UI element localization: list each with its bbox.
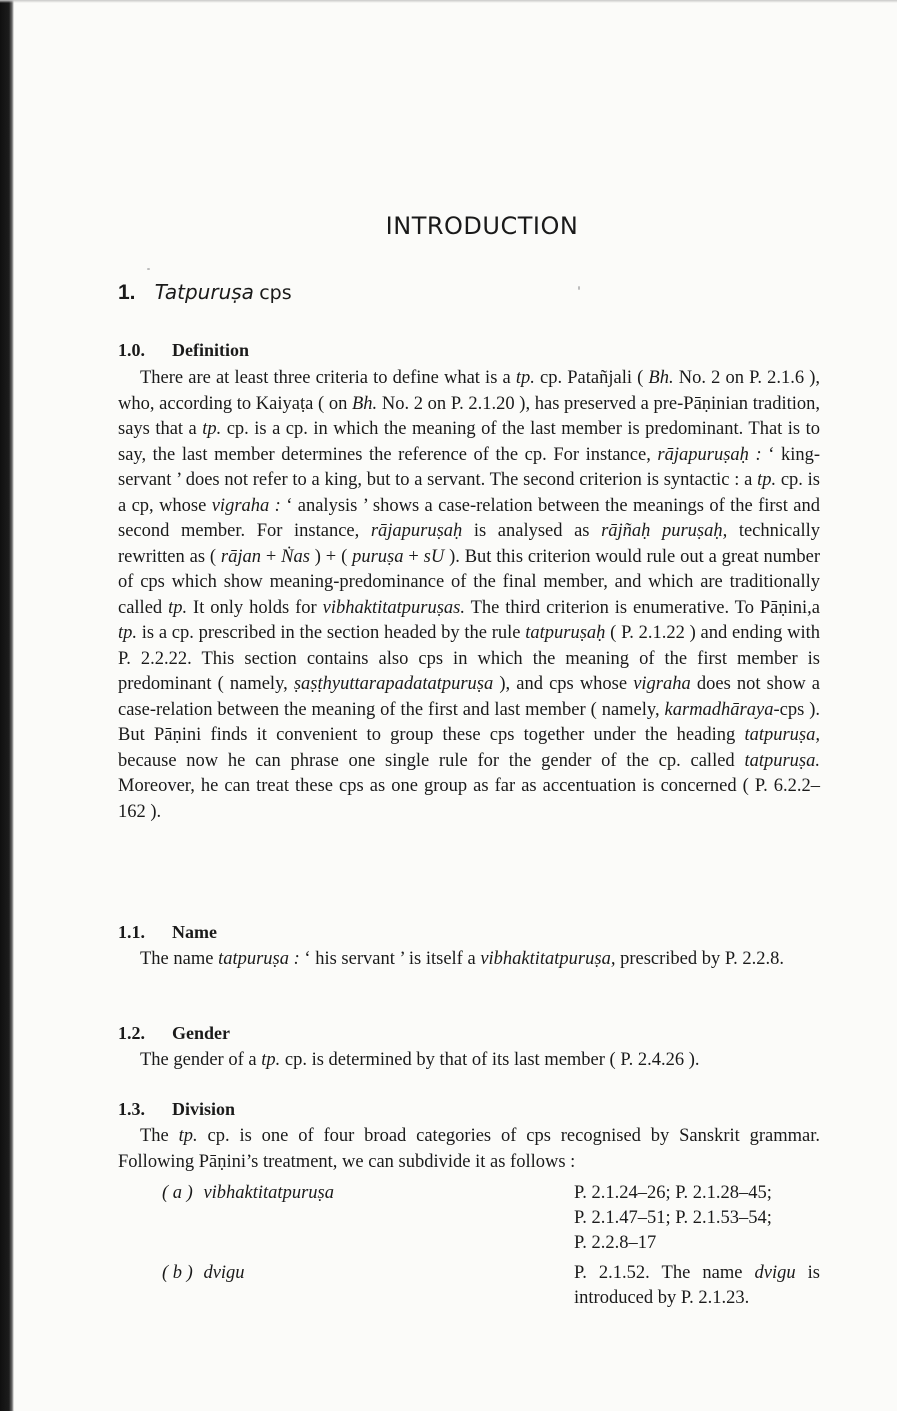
text-run: No. 2 on P. 2.1.6 ), who, according to Kaiyaṭa ( on bbox=[118, 368, 820, 414]
italic-term: ṣaṣṭhyuttarapadatatpuruṣa bbox=[293, 674, 494, 694]
division-ref-line: P. 2.2.8–17 bbox=[574, 1233, 657, 1253]
text-run: ) + ( bbox=[309, 546, 353, 567]
italic-term: tatpuruṣaḥ bbox=[525, 623, 606, 643]
print-speck bbox=[147, 268, 150, 270]
section-title: Name bbox=[172, 922, 217, 942]
division-name: dvigu bbox=[203, 1263, 245, 1283]
italic-term: tp. bbox=[118, 623, 138, 643]
chapter-heading bbox=[118, 280, 292, 305]
text-run: cp. Patañjali ( bbox=[534, 368, 649, 388]
text-run: prescribed by P. 2.2.8. bbox=[615, 949, 785, 969]
text-run: -cps ). But Pāṇini finds it convenient to group these cps together under the heading bbox=[118, 699, 821, 745]
section-heading-name bbox=[118, 922, 217, 943]
section-heading-division bbox=[118, 1099, 235, 1120]
paragraph-definition bbox=[118, 366, 820, 825]
text-run: is analysed as bbox=[462, 521, 602, 541]
text-run: cp. is a cp. in which the meaning of the last member is predominant. That is to say, the last member determines the reference of the cp. For instance, bbox=[118, 419, 820, 465]
text-run: ( P. 2.1.22 ) and ending with P. 2.2.22. This section contains also cps in which the meaning of the first member is predominant ( namely, bbox=[118, 623, 820, 694]
section-number: 1.0. bbox=[118, 340, 145, 360]
italic-term: puruṣa bbox=[352, 546, 404, 567]
print-speck bbox=[578, 286, 580, 290]
text-run: because now he can phrase one single rule for the gender of the cp. called bbox=[118, 750, 745, 771]
italic-term: vigraha : bbox=[211, 495, 281, 516]
division-ref-line: P. 2.1.24–26; P. 2.1.28–45; bbox=[574, 1183, 772, 1203]
italic-term: sU bbox=[423, 546, 445, 567]
italic-term: Bh. bbox=[648, 368, 674, 388]
text-run: No. 2 on P. 2.1.20 ), has preserved a pre-Pāṇinian tradition, says that a bbox=[118, 393, 820, 439]
italic-term: vibhaktitatpuruṣas. bbox=[322, 597, 465, 618]
italic-term: karmadhāraya bbox=[664, 699, 774, 720]
paragraph-name bbox=[118, 947, 820, 973]
italic-term: vigraha bbox=[633, 674, 691, 694]
division-letter: ( a ) bbox=[162, 1183, 193, 1203]
italic-term: Bh. bbox=[352, 393, 378, 414]
italic-term: tp. bbox=[757, 470, 777, 490]
italic-term: tp. bbox=[261, 1050, 281, 1070]
section-heading-definition bbox=[118, 340, 249, 361]
italic-term: Ṅas bbox=[281, 546, 310, 567]
italic-term: rājan bbox=[220, 546, 261, 567]
text-run: ‘ king-servant ’ does not refer to a king, but to a servant. The second criterion is syntactic : a bbox=[118, 444, 820, 490]
italic-term: rājñaḥ puruṣaḥ, bbox=[601, 521, 728, 541]
italic-term: tp. bbox=[202, 419, 222, 439]
page-top-edge bbox=[0, 0, 897, 3]
text-run: The gender of a bbox=[140, 1050, 262, 1070]
paragraph-gender bbox=[118, 1048, 820, 1074]
section-title: Division bbox=[172, 1099, 236, 1119]
text-run: + bbox=[261, 546, 282, 567]
italic-term: tatpuruṣa : bbox=[218, 949, 300, 969]
section-heading-gender bbox=[118, 1023, 230, 1044]
italic-term: dvigu bbox=[754, 1263, 796, 1283]
italic-term: vibhaktitatpuruṣa, bbox=[480, 949, 616, 969]
italic-term: tp. bbox=[515, 368, 535, 388]
text-run: does not show a case-relation between the meaning of the first and last member ( namely, bbox=[118, 674, 820, 720]
division-item-b-refs bbox=[574, 1261, 820, 1311]
text-run: ‘ analysis ’ shows a case-relation between the meanings of the first and second member. For instance, bbox=[118, 495, 820, 541]
italic-term: tp. bbox=[178, 1126, 198, 1146]
division-item-a-refs bbox=[574, 1181, 820, 1256]
text-run: P. 2.1.52. The name bbox=[574, 1263, 755, 1283]
page-title: INTRODUCTION bbox=[385, 212, 579, 240]
text-run: The bbox=[140, 1126, 179, 1146]
text-run: The third criterion is enumerative. To Pāṇini,a bbox=[465, 597, 820, 618]
text-run: ‘ his servant ’ is itself a bbox=[299, 949, 481, 969]
text-run: It only holds for bbox=[187, 597, 323, 618]
division-item-b-label bbox=[162, 1261, 245, 1286]
section-number: 1.2. bbox=[118, 1023, 145, 1043]
section-title: Gender bbox=[172, 1023, 230, 1043]
section-title: Definition bbox=[172, 340, 250, 360]
text-run: ), and cps whose bbox=[493, 674, 634, 694]
section-number: 1.3. bbox=[118, 1099, 145, 1119]
paragraph-division bbox=[118, 1124, 820, 1175]
division-name: vibhaktitatpuruṣa bbox=[203, 1183, 334, 1203]
text-run: cp. is one of four broad categories of cps recognised by Sanskrit grammar. Following Pāṇini’s treatment, we can subdivide it as follows : bbox=[118, 1126, 820, 1172]
italic-term: rājapuruṣaḥ : bbox=[657, 444, 762, 465]
italic-term: tatpuruṣa, bbox=[744, 725, 820, 745]
italic-term: tatpuruṣa. bbox=[744, 750, 820, 771]
chapter-name: Tatpuruṣa bbox=[154, 280, 254, 304]
page-binding-edge bbox=[0, 0, 14, 1411]
text-run: Moreover, he can treat these cps as one group as far as accentuation is concerned ( P. 6.2.2–162 ). bbox=[118, 776, 820, 822]
text-run: The name bbox=[140, 949, 219, 969]
text-run: ). But this criterion would rule out a great number of cps which show meaning-predominance of the final member, and which are traditionally called bbox=[118, 546, 820, 618]
italic-term: tp. bbox=[168, 597, 188, 618]
division-ref-line: P. 2.1.47–51; P. 2.1.53–54; bbox=[574, 1208, 772, 1228]
text-run: cp. is a cp, whose bbox=[118, 470, 820, 516]
text-run: + bbox=[403, 546, 424, 567]
text-run: technically rewritten as ( bbox=[118, 521, 820, 567]
section-number: 1.1. bbox=[118, 922, 145, 942]
text-run: is a cp. prescribed in the section headed by the rule bbox=[137, 623, 526, 643]
division-letter: ( b ) bbox=[162, 1263, 193, 1283]
italic-term: rājapuruṣaḥ bbox=[370, 521, 463, 541]
text-run: cp. is determined by that of its last member ( P. 2.4.26 ). bbox=[280, 1050, 700, 1070]
text-run: There are at least three criteria to define what is a bbox=[140, 368, 516, 388]
text-run: is introduced by P. 2.1.23. bbox=[574, 1263, 820, 1308]
chapter-suffix: cps bbox=[259, 282, 292, 304]
chapter-number: 1. bbox=[118, 281, 136, 304]
division-item-a-label bbox=[162, 1181, 334, 1206]
